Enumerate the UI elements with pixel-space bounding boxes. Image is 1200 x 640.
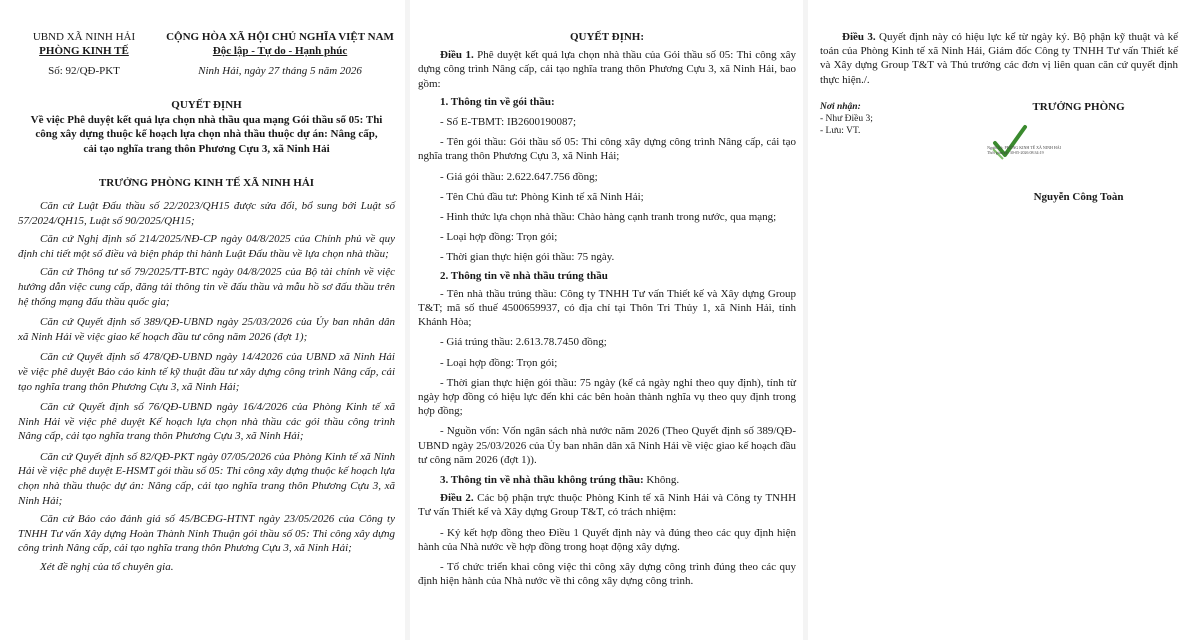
article-2-item: - Tổ chức triển khai công việc thi công xây dựng công trình đúng theo các quy định hiện hành của Nhà nước về thi công xây dựng công trình. [418,561,796,588]
article-3 [820,30,1178,87]
document-subject: Về việc Phê duyệt kết quả lựa chọn nhà thầu qua mạng Gói thầu số 05: Thi công xây dựng thuộc kế hoạch lựa chọn nhà thầu thuộc dự án: Nâng cấp, cải tạo nghĩa trang thôn Phương Cựu 3, xã Ninh Hải [30,113,383,155]
signer-title: TRƯỞNG PHÒNG [1032,100,1125,113]
stamp-text [987,145,1097,155]
legal-basis: Căn cứ Quyết định số 76/QĐ-UBND ngày 16/4/2026 của Phòng Kinh tế xã Ninh Hải về việc phê duyệt Kế hoạch lựa chọn nhà thầu các gói thầu công trình Nâng cấp, cải tạo nghĩa trang thôn Phương Cựu 3, xã Ninh Hải; [18,401,395,443]
article-3-text: Quyết định này có hiệu lực kể từ ngày ký. Bộ phận kỹ thuật và kế toán của Phòng Kinh tế xã Ninh Hải, Giám đốc Công ty TNHH Tư vấn Thiết kế và Xây dựng Group T&T và Thủ trưởng các đơn vị liên quan căn cứ quyết định thực hiện./. [820,31,1179,86]
legal-bases [18,199,395,575]
stamp-line: Người ký: PHÒNG KINH TẾ XÃ NINH HẢI [987,144,1061,150]
section-1-heading: 1. Thông tin về gói thầu: [440,95,555,108]
signature-block [820,101,1178,203]
digital-signature-stamp [979,121,1178,181]
legal-basis: Căn cứ Luật Đấu thầu số 22/2023/QH15 được sửa đổi, bổ sung bởi Luật số 57/2024/QH15, Luật số 90/2025/QH15; [18,199,395,227]
section-1-item: - Giá gói thầu: 2.622.647.756 đồng; [440,170,598,183]
section-3-value: Không. [643,474,680,487]
article-2-label: Điều 2. [440,492,474,505]
section-1-item: - Tên Chủ đầu tư: Phòng Kinh tế xã Ninh Hải; [440,190,644,203]
recipient-item: - Như Điều 3; [820,113,873,124]
section-2-item: - Thời gian thực hiện gói thầu: 75 ngày (kể cả ngày nghỉ theo quy định), tính từ ngày hợp đồng có hiệu lực đến khi các bên hoàn thành nghĩa vụ theo quy định trong hợp đồng; [418,376,796,418]
recipient-item: - Lưu: VT. [820,125,861,136]
national-header [165,30,395,78]
section-1-item: - Số E-TBMT: IB2600190087; [440,116,577,129]
document-number: Số: 92/QĐ-PKT [48,65,120,77]
article-1-text: Phê duyệt kết quả lựa chọn nhà thầu của Gói thầu số 05: Thi công xây dựng công trình Nâng cấp, cải tạo nghĩa trang thôn Phương Cựu 3, xã Ninh Hải, bao gồm: [418,49,797,90]
section-3 [418,473,796,487]
article-2-text: Các bộ phận trực thuộc Phòng Kinh tế xã Ninh Hải và Công ty TNHH Tư vấn Thiết kế và Xây dựng Group T&T, có trách nhiệm: [418,492,797,519]
legal-basis: Căn cứ Quyết định số 478/QĐ-UBND ngày 14/42026 của UBND xã Ninh Hải về việc phê duyệt Báo cáo kinh tế kỹ thuật đầu tư xây dựng công trình Nâng cấp, cải tạo nghĩa trang thôn Phương Cựu 3, xã Ninh Hải; [18,351,395,393]
article-1-label: Điều 1. [440,49,474,62]
section-1-item: - Hình thức lựa chọn nhà thầu: Chào hàng cạnh tranh trong nước, qua mạng; [440,211,777,224]
checkmark-icon [989,123,1029,163]
signer [979,101,1178,203]
section-2-item: - Tên nhà thầu trúng thầu: Công ty TNHH Tư vấn Thiết kế và Xây dựng Group T&T; mã số thuế 4500659937, có địa chỉ tại Thôn Tri Thủy 1, xã Ninh Hải, tỉnh Khánh Hòa; [418,287,796,329]
legal-basis: Căn cứ Nghị định số 214/2025/NĐ-CP ngày 04/8/2025 của Chính phủ về quy định chi tiết một số điều và biện pháp thi hành Luật Đấu thầu về lựa chọn nhà thầu; [18,233,395,260]
article-2 [418,491,796,519]
section-1-item: - Loại hợp đồng: Trọn gói; [440,231,558,244]
section-2-item: - Nguồn vốn: Vốn ngân sách nhà nước năm 2026 (Theo Quyết định số 389/QĐ-UBND ngày 25/03/2026 của Ủy ban nhân dân xã Ninh Hải về việc giao kế hoạch đầu tư công năm 2026 (đợt 1)). [418,425,796,466]
page-one [0,0,405,640]
section-2-item: - Loại hợp đồng: Trọn gói; [440,356,558,369]
section-2-item: - Giá trúng thầu: 2.613.78.7450 đồng; [440,336,607,349]
decision-title: QUYẾT ĐỊNH: [569,31,645,43]
section-1-item: - Tên gói thầu: Gói thầu số 05: Thi công xây dựng công trình Nâng cấp, cải tạo nghĩa trang thôn Phương Cựu 3, xã Ninh Hải; [418,136,796,163]
signer-name: Nguyễn Công Toàn [1033,190,1124,203]
legal-basis: Căn cứ Quyết định số 82/QĐ-PKT ngày 07/05/2026 của Phòng Kinh tế xã Ninh Hải về việc phê duyệt E-HSMT gói thầu số 05: Thi công xây dựng thuộc kế hoạch lựa chọn nhà thầu thuộc dự án: Nâng cấp, cải tạo nghĩa trang thôn Phương Cựu 3, xã Ninh Hải; [18,450,395,507]
section-2-heading: 2. Thông tin về nhà thầu trúng thầu [440,269,608,282]
legal-basis: Căn cứ Báo cáo đánh giá số 45/BCĐG-HTNT ngày 23/05/2026 của Công ty TNHH Tư vấn Xây dựng Hoàn Thành Ninh Thuận gói thầu số 05: Thi công xây dựng công trình Nâng cấp, cải tạo nghĩa trang thôn Phương Cựu 3, xã Ninh Hải; [18,513,395,555]
legal-basis: Căn cứ Thông tư số 79/2025/TT-BTC ngày 04/8/2025 của Bộ tài chính về việc hướng dẫn việc cung cấp, đăng tải thông tin về đấu thầu và mẫu hồ sơ đấu thầu trên hệ thống mạng đấu thầu quốc gia; [18,266,395,308]
place-and-date: Ninh Hải, ngày 27 tháng 5 năm 2026 [198,65,362,77]
agency-line-2: PHÒNG KINH TẾ [39,45,129,57]
stamp-line: Thời gian ký: 30-05-2026 08:34:19 [987,149,1044,155]
issuing-authority: TRƯỞNG PHÒNG KINH TẾ XÃ NINH HẢI [98,177,315,190]
article-1 [418,48,796,91]
section-1-item: - Thời gian thực hiện gói thầu: 75 ngày. [440,251,615,264]
legal-basis: Xét đề nghị của tổ chuyên gia. [40,561,174,574]
nation-name: CỘNG HÒA XÃ HỘI CHỦ NGHĨA VIỆT NAM [166,31,394,43]
recipients [820,101,979,203]
article-3-label: Điều 3. [842,31,876,43]
document-type: QUYẾT ĐỊNH [171,99,242,111]
recipients-label: Nơi nhận: [820,101,861,112]
national-motto: Độc lập - Tự do - Hạnh phúc [212,45,348,57]
issuing-agency [18,30,150,78]
page-three [808,0,1200,640]
section-3-heading: 3. Thông tin về nhà thầu không trúng thầu: [440,474,644,487]
document-header [18,30,395,78]
agency-line-1: UBND XÃ NINH HẢI [32,31,136,43]
article-2-item: - Ký kết hợp đồng theo Điều 1 Quyết định này và đúng theo các quy định hiện hành của Nhà nước về hợp đồng trong hoạt động xây dựng. [418,526,796,553]
page-two [410,0,802,640]
legal-basis: Căn cứ Quyết định số 389/QĐ-UBND ngày 25/03/2026 của Ủy ban nhân dân xã Ninh Hải về việc giao kế hoạch đầu tư công năm 2026 (đợt 1); [18,316,395,343]
